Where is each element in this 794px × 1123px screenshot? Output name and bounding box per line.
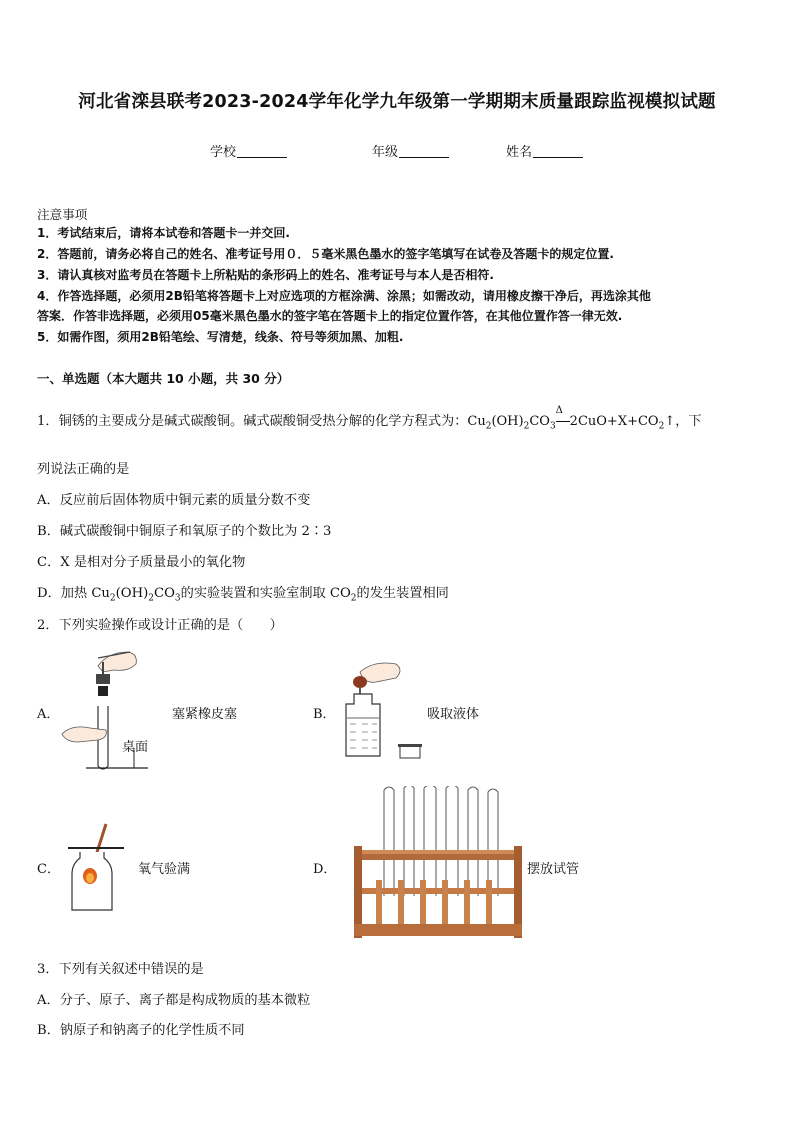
q2-a-table-label: 桌面: [122, 740, 149, 755]
q2-option-c-letter[interactable]: C．: [37, 862, 60, 877]
notice-item: 4．作答选择题，必须用2B铅笔将答题卡上对应选项的方框涂满、涂黑；如需改动，请用橡皮擦干净后，再选涂其他: [37, 289, 651, 303]
q1-stem-text: 1．铜锈的主要成分是碱式碳酸铜。碱式碳酸铜受热分解的化学方程式为：: [37, 414, 468, 429]
question-2-stem: 2．下列实验操作或设计正确的是（ ）: [37, 618, 283, 633]
q2-b-caption: 吸取液体: [427, 707, 480, 722]
section-heading: 一、单选题（本大题共 10 小题，共 30 分）: [37, 371, 290, 386]
q1-option-a[interactable]: A．反应前后固体物质中铜元素的质量分数不变: [37, 493, 311, 508]
name-label: 姓名: [506, 145, 533, 160]
grade-label: 年级: [372, 145, 399, 160]
q3-option-a[interactable]: A．分子、原子、离子都是构成物质的基本微粒: [37, 993, 311, 1008]
grade-field[interactable]: [372, 141, 449, 160]
q2-option-d-letter[interactable]: D．: [313, 862, 337, 877]
page-title: 河北省滦县联考2023-2024学年化学九年级第一学期期末质量跟踪监视模拟试题: [78, 92, 716, 112]
q1-option-b[interactable]: B．碱式碳酸铜中铜原子和氧原子的个数比为 2∶3: [37, 524, 332, 539]
q2-c-caption: 氧气验满: [138, 862, 191, 877]
q3-option-b[interactable]: B．钠原子和钠离子的化学性质不同: [37, 1023, 245, 1038]
notice-item: 答案．作答非选择题，必须用05毫米黑色墨水的签字笔在答题卡上的指定位置作答，在其他位置作答一律无效.: [37, 309, 623, 323]
dropper-beaker-figure: [338, 660, 428, 764]
oxygen-test-figure: [66, 822, 126, 916]
q1-stem-cont: 列说法正确的是: [37, 462, 130, 477]
heat-condition: Δ: [555, 405, 563, 416]
q2-a-caption: 塞紧橡皮塞: [172, 707, 238, 722]
q1-formula: $Cu_2(OH)_2CO_3$ Δ $2CuO+X+CO_2↑$: [467, 405, 676, 432]
notice-heading: 注意事项: [37, 207, 88, 222]
q1-option-c[interactable]: C．X 是相对分子质量最小的氧化物: [37, 555, 246, 570]
q2-d-caption: 摆放试管: [527, 862, 580, 877]
q2-option-a-letter[interactable]: A．: [37, 707, 60, 722]
notice-item: 1．考试结束后，请将本试卷和答题卡一并交回.: [37, 226, 290, 240]
test-tube-rack-figure: [350, 786, 526, 942]
notice-item: 5．如需作图，须用2B铅笔绘、写清楚，线条、符号等须加黑、加粗.: [37, 330, 404, 344]
question-1-stem: 1．铜锈的主要成分是碱式碳酸铜。碱式碳酸铜受热分解的化学方程式为：$Cu_2(OH)_2CO_3$ Δ $2CuO+X+CO_2↑$，下: [37, 405, 702, 432]
name-blank[interactable]: [533, 145, 583, 158]
school-label: 学校: [210, 145, 237, 160]
school-field[interactable]: [210, 141, 287, 160]
q2-option-b-letter[interactable]: B．: [313, 707, 336, 722]
q1-option-d[interactable]: D．加热 $Cu_2(OH)_2CO_3$的实验装置和实验室制取 $CO_2$的发生装置相同: [37, 586, 449, 604]
notice-item: 3．请认真核对监考员在答题卡上所粘贴的条形码上的姓名、准考证号与本人是否相符.: [37, 268, 494, 282]
grade-blank[interactable]: [399, 145, 449, 158]
question-3-stem: 3．下列有关叙述中错误的是: [37, 962, 204, 977]
name-field[interactable]: [506, 141, 583, 160]
notice-item: 2．答题前，请务必将自己的姓名、准考证号用０．５毫米黑色墨水的签字笔填写在试卷及答题卡的规定位置.: [37, 247, 614, 261]
school-blank[interactable]: [237, 145, 287, 158]
